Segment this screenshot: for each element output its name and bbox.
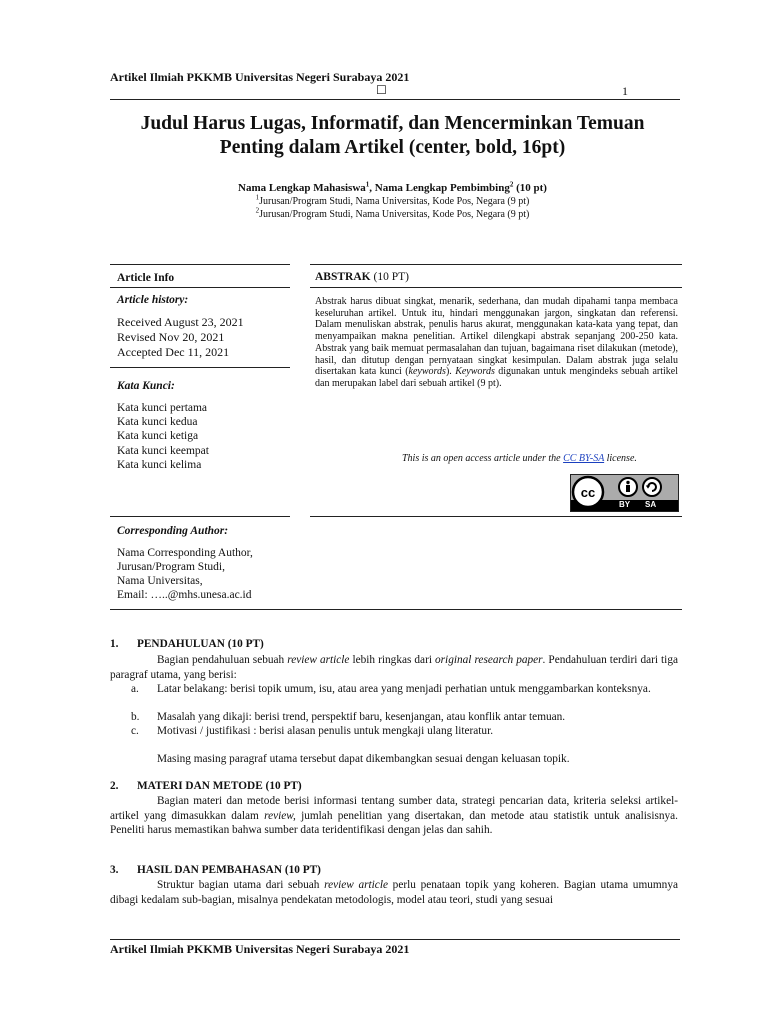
article-history	[117, 315, 244, 360]
abstract-text: digunakan untuk mengindeks sebuah artikel dan merupakan label dari sebuah artikel (9 pt).	[315, 366, 678, 389]
license-text: This is an open access article under the	[402, 453, 564, 464]
list-marker: a.	[131, 683, 139, 695]
abstract-heading-rule	[310, 287, 682, 288]
para-em: review article	[324, 879, 388, 891]
list-item: Masalah yang dikaji: berisi trend, perspektif baru, kesenjangan, atau konflik antar temuan.	[157, 711, 566, 723]
corresponding-label: Corresponding Author:	[117, 525, 229, 537]
para-text: perlu penataan topik yang koheren. Bagian utama umumnya dibagi kedalam sub-bagian, misalnya pendekatan metodologis, model atau teori, studi yang sesuai	[110, 879, 678, 906]
header-rule	[110, 99, 680, 100]
para-text: Bagian pendahuluan sebuah	[157, 654, 288, 666]
aff-1-sup: 1	[255, 193, 260, 202]
info-heading-rule	[110, 287, 290, 288]
list-item: Kata kunci ketiga	[117, 430, 199, 443]
list-item: Kata kunci keempat	[117, 444, 209, 457]
aff-2-text: Jurusan/Program Studi, Nama Universitas, Kode Pos, Negara (9 pt)	[259, 209, 530, 220]
author-1: Nama Lengkap Mahasiswa	[238, 182, 366, 194]
affiliation-1	[100, 193, 685, 207]
history-rule	[110, 367, 290, 368]
abstract-em: keywords	[408, 366, 446, 378]
abstract-size-note: (10 PT)	[370, 271, 409, 283]
article-info-heading: Article Info	[117, 272, 175, 284]
para-em: original research paper	[435, 654, 543, 666]
keywords-label: Kata Kunci:	[117, 380, 175, 392]
list-item: Kata kunci kelima	[117, 458, 202, 471]
section-2-number: 2.	[110, 780, 119, 792]
running-footer: Artikel Ilmiah PKKMB Universitas Negeri Surabaya 2021	[110, 942, 410, 956]
section-2-heading: MATERI DAN METODE (10 PT)	[137, 780, 302, 792]
share-alike-icon	[643, 478, 661, 496]
history-label: Article history:	[117, 294, 189, 306]
title-line-1: Judul Harus Lugas, Informatif, dan Mencerminkan Temuan	[140, 113, 645, 134]
aff-1-text: Jurusan/Program Studi, Nama Universitas, Kode Pos, Negara (9 pt)	[259, 196, 530, 207]
abstract-title: ABSTRAK	[315, 271, 371, 283]
running-header: Artikel Ilmiah PKKMB Universitas Negeri Surabaya 2021	[110, 70, 410, 84]
footer-rule	[110, 939, 680, 940]
info-bottom-rule	[110, 609, 682, 610]
article-title	[100, 112, 685, 160]
corresponding-details	[117, 546, 253, 602]
author-sep: ,	[369, 182, 375, 194]
received-date: Received August 23, 2021	[117, 315, 244, 329]
abstract-text: Abstrak harus dibuat singkat, menarik, sederhana, dan mudah dipahami tanpa membaca keseluruhan artikel. Untuk itu, hindari menggunakan jargon, singkatan dan referensi. Dalam menuliskan abstrak, penulis harus akurat, menggunakan kata-kata yang tepat, dan menyampaikan makna penelitian. Artikel dilengkapi abstrak sepanjang 200-250 kata. Abstrak yang baik memuat permasalahan dan tujuan, bagaimana riset dilakukan (metode), hasil, dan ditutup dengan pernyataan singkat kesimpulan. Dalam abstrak juga selalu disertakan kata kunci (	[315, 296, 678, 378]
author-2: Nama Lengkap Pembimbing	[374, 182, 510, 194]
para-text: Struktur bagian utama dari sebuah	[157, 879, 325, 891]
license-statement	[402, 453, 637, 464]
section-3-heading: HASIL DAN PEMBAHASAN (10 PT)	[137, 864, 321, 876]
para-text: . Pendahuluan terdiri dari tiga paragraf utama, yang berisi:	[110, 654, 678, 681]
abstract-text: ).	[445, 366, 456, 378]
title-line-2: Penting dalam Artikel (center, bold, 16pt)	[219, 137, 566, 158]
corr-email: Email: …..@mhs.unesa.ac.id	[117, 589, 252, 601]
cc-by-label: BY	[619, 500, 631, 509]
affiliation-2	[100, 206, 685, 220]
accepted-date: Accepted Dec 11, 2021	[117, 345, 230, 359]
cc-by-sa-badge[interactable]	[570, 474, 679, 512]
list-item: Motivasi / justifikasi : berisi alasan penulis untuk mengkaji ulang literatur.	[157, 725, 494, 737]
abstract-em: Keywords	[455, 366, 495, 378]
author-line	[100, 182, 685, 194]
keyword-list	[117, 401, 209, 472]
abstract-heading	[315, 271, 409, 283]
section-2-paragraph	[110, 794, 678, 838]
info-top-rule	[110, 264, 290, 265]
list-item: Kata kunci kedua	[117, 416, 198, 429]
author-size-note: (10 pt)	[513, 182, 547, 194]
license-text: license.	[604, 453, 637, 464]
section-1-heading: PENDAHULUAN (10 PT)	[137, 638, 264, 650]
abstract-body	[315, 296, 678, 390]
author-1-sup: 1	[365, 180, 370, 189]
list-item: Kata kunci pertama	[117, 402, 208, 414]
abstract-top-rule	[310, 264, 682, 265]
para-em: review,	[264, 809, 296, 822]
cc-by-sa-link[interactable]: CC BY-SA	[563, 453, 605, 464]
aff-2-sup: 2	[255, 206, 260, 215]
section-1-paragraph	[110, 653, 678, 682]
revised-date: Revised Nov 20, 2021	[117, 330, 225, 344]
keywords-rule	[110, 516, 290, 517]
section-3-paragraph	[110, 878, 678, 907]
list-marker: c.	[131, 725, 139, 737]
section-1-number: 1.	[110, 638, 119, 650]
abstract-bottom-rule	[310, 516, 682, 517]
checkbox-glyph: ☐	[376, 83, 387, 97]
list-marker: b.	[131, 711, 140, 723]
svg-text:cc: cc	[580, 485, 596, 500]
corr-univ: Nama Universitas,	[117, 575, 203, 587]
section-3-number: 3.	[110, 864, 119, 876]
corr-name: Nama Corresponding Author,	[117, 547, 253, 559]
author-2-sup: 2	[509, 180, 514, 189]
para-text: Bagian materi dan metode berisi informasi tentang sumber data, strategi pencarian data, kriteria seleksi artikel-artikel yang dimasukkan dalam	[110, 795, 678, 822]
page-number: 1	[622, 84, 628, 98]
corr-dept: Jurusan/Program Studi,	[117, 561, 225, 573]
para-text: jumlah penelitian yang disertakan, dan metode atau statistik untuk analisisnya. Peneliti harus memastikan bahwa sumber data teridentifikasi dengan jelas dan sahih.	[110, 809, 678, 836]
para-text: lebih ringkas dari	[349, 654, 436, 666]
list-item: Latar belakang: berisi topik umum, isu, atau area yang menjadi perhatian untuk menggambarkan konteksnya.	[157, 683, 651, 695]
section-1-closing: Masing masing paragraf utama tersebut dapat dikembangkan sesuai dengan keluasan topik.	[157, 753, 570, 765]
para-em: review article	[287, 654, 350, 666]
cc-sa-label: SA	[645, 500, 657, 509]
